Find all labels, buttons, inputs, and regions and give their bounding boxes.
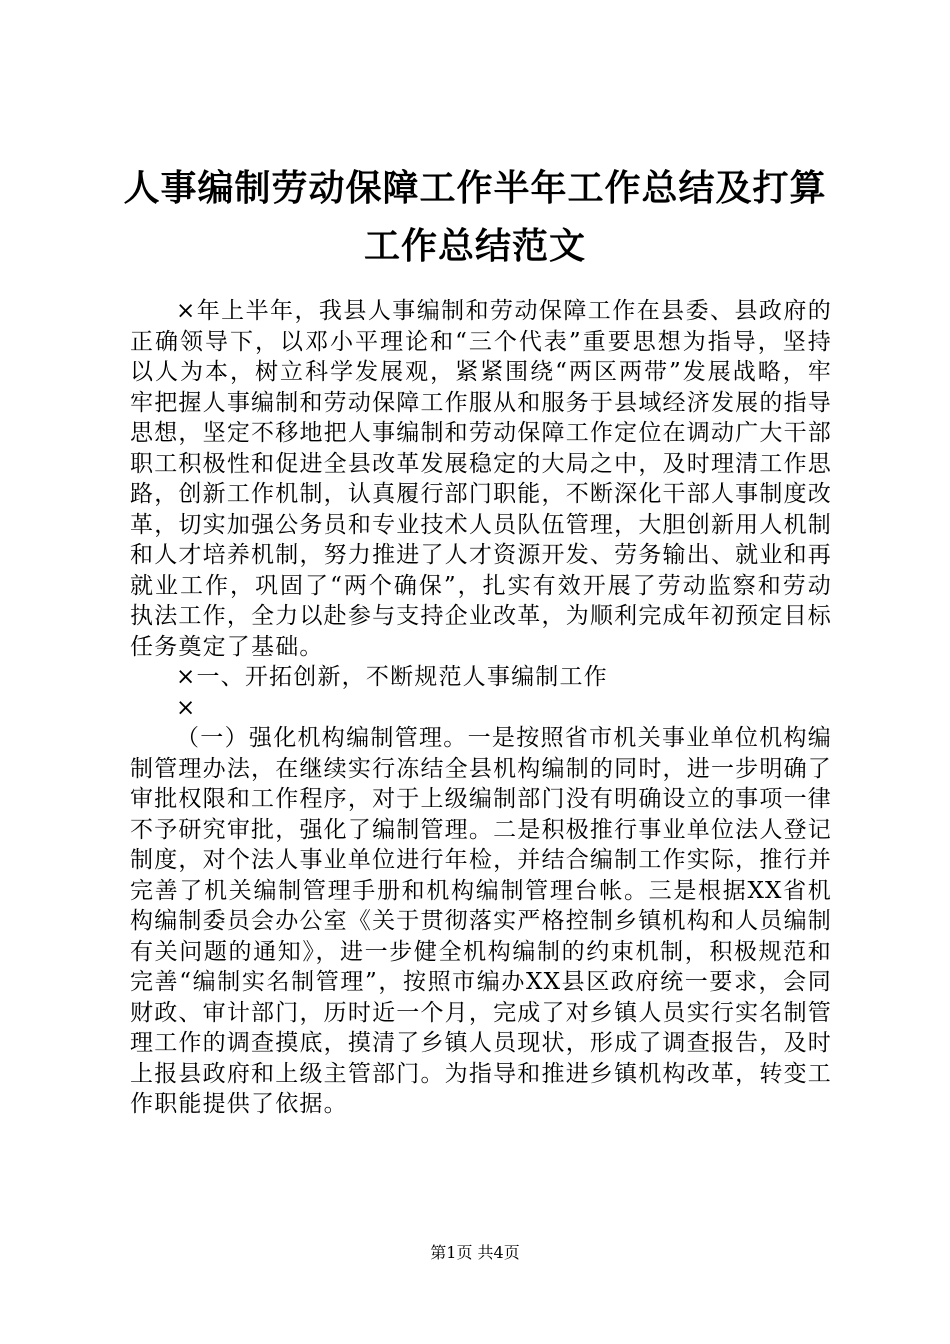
page-footer: 第1页 共4页 [430,1243,520,1262]
paragraph-marker: × [176,694,197,721]
paragraph-organization-management: （一）强化机构编制管理。一是按照省市机关事业单位机构编制管理办法，在继续实行冻结全县机构编制的同时，进一步明确了审批权限和工作程序，对于上级编制部门没有明确设立的事项一律不予研究审批，强化了编制管理。二是积极推行事业单位法人登记制度，对个法人事业单位进行年检，并结合编制工作实际，推行并完善了机关编制管理手册和机构编制管理台帐。三是根据XX省机构编制委员会办公室《关于贯彻落实严格控制乡镇机构和人员编制有关问题的通知》，进一步健全机构编制的约束机制，积极规范和完善“编制实名制管理”，按照市编办XX县区政府统一要求，会同财政、审计部门，历时近一个月，完成了对乡镇人员实行实名制管理工作的调查摸底，摸清了乡镇人员现状，形成了调查报告，及时上报县政府和上级主管部门。为指导和推进乡镇机构改革，转变工作职能提供了依据。 [130,725,832,1117]
document-title: 人事编制劳动保障工作半年工作总结及打算工作总结范文 [123,168,827,267]
paragraph-intro: ×年上半年，我县人事编制和劳动保障工作在县委、县政府的正确领导下，以邓小平理论和“三个代表”重要思想为指导，坚持以人为本，树立科学发展观，紧紧围绕“两区两带”发展战略，牢牢把握人事编制和劳动保障工作服从和服务于县域经济发展的指导思想，坚定不移地把人事编制和劳动保障工作定位在调动广大干部职工积极性和促进全县改革发展稳定的大局之中，及时理清工作思路，创新工作机制，认真履行部门职能，不断深化干部人事制度改革，切实加强公务员和专业技术人员队伍管理，大胆创新用人机制和人才培养机制，努力推进了人才资源开发、劳务输出、就业和再就业工作，巩固了“两个确保”，扎实有效开展了劳动监察和劳动执法工作，全力以赴参与支持企业改革，为顺利完成年初预定目标任务奠定了基础。 [130,298,832,660]
document-body [130,296,832,1120]
section-heading-1: ×一、开拓创新，不断规范人事编制工作 [176,664,608,690]
